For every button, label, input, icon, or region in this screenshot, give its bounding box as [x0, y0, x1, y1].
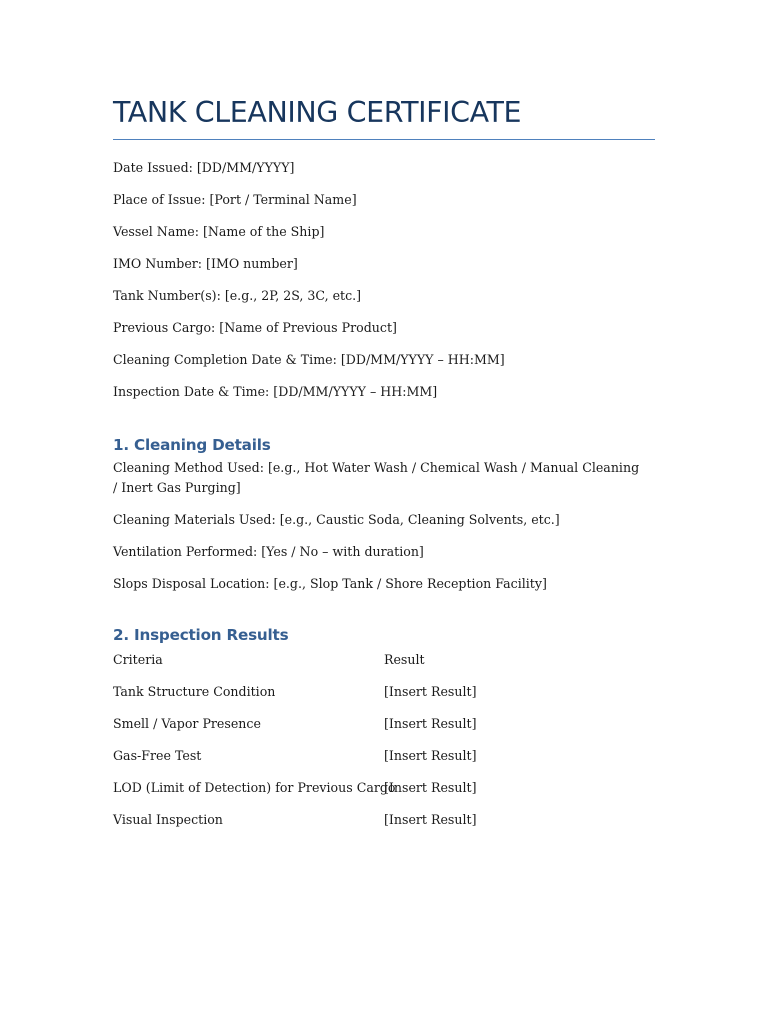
field-imo-number: IMO Number: [IMO number]: [113, 256, 298, 271]
field-previous-cargo: Previous Cargo: [Name of Previous Product]: [113, 320, 397, 335]
ventilation-performed: Ventilation Performed: [Yes / No – with duration]: [113, 544, 424, 559]
table-row-result: [Insert Result]: [384, 812, 477, 827]
table-row-criteria: Tank Structure Condition: [113, 684, 276, 699]
table-header-criteria: Criteria: [113, 652, 163, 667]
field-place-of-issue: Place of Issue: [Port / Terminal Name]: [113, 192, 357, 207]
section-heading-cleaning-details: 1. Cleaning Details: [113, 436, 271, 454]
table-header-result: Result: [384, 652, 425, 667]
cleaning-materials: Cleaning Materials Used: [e.g., Caustic Soda, Cleaning Solvents, etc.]: [113, 512, 560, 527]
table-row-result: [Insert Result]: [384, 748, 477, 763]
field-cleaning-completion: Cleaning Completion Date & Time: [DD/MM/YYYY – HH:MM]: [113, 352, 505, 367]
slops-disposal-location: Slops Disposal Location: [e.g., Slop Tank / Shore Reception Facility]: [113, 576, 547, 591]
title-underline: [113, 139, 655, 140]
table-row-result: [Insert Result]: [384, 716, 477, 731]
document-title: TANK CLEANING CERTIFICATE: [113, 96, 522, 129]
table-row-criteria: Gas-Free Test: [113, 748, 202, 763]
table-row-criteria: LOD (Limit of Detection) for Previous Cargo: [113, 780, 396, 795]
field-tank-numbers: Tank Number(s): [e.g., 2P, 2S, 3C, etc.]: [113, 288, 362, 303]
field-date-issued: Date Issued: [DD/MM/YYYY]: [113, 160, 295, 175]
field-inspection-date: Inspection Date & Time: [DD/MM/YYYY – HH:MM]: [113, 384, 438, 399]
cleaning-method: Cleaning Method Used: [e.g., Hot Water Wash / Chemical Wash / Manual Cleaning / Inert Gas Purging]: [113, 460, 640, 495]
table-row-result: [Insert Result]: [384, 684, 477, 699]
field-vessel-name: Vessel Name: [Name of the Ship]: [113, 224, 325, 239]
table-row-result: [Insert Result]: [384, 780, 477, 795]
section-heading-inspection-results: 2. Inspection Results: [113, 626, 289, 644]
table-row-criteria: Smell / Vapor Presence: [113, 716, 261, 731]
table-row-criteria: Visual Inspection: [113, 812, 223, 827]
